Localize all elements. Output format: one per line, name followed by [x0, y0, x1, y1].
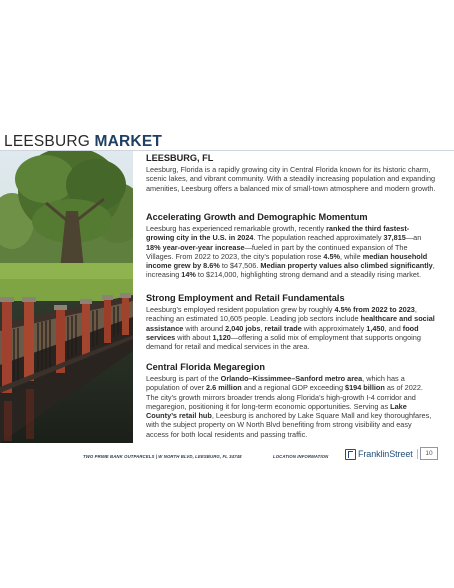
growth-body: Leesburg has experienced remarkable growth, recently ranked the third fastest-growing city in the U.S. in 2024. The population reached approximately 37,815—an 18% year-over-year increase—fueled in part by the continued expansion of The Villages. From 2022 to 2023, the city’s population rose 4.5%, while median household income grew by 8.6% to $47,506. Median property values also climbed significantly, increasing 14% to $214,000, highlighting strong demand and a steadily rising market.: [146, 224, 435, 280]
megaregion-section: [146, 361, 436, 439]
footer-section-label: LOCATION INFORMATION: [273, 454, 329, 459]
footer-address: TWO PRIME BANK OUTPARCELS | W NORTH BLVD, LEESBURG, FL 34748: [83, 454, 242, 459]
employment-section: [146, 292, 436, 351]
page-title-market: MARKET: [94, 133, 163, 150]
growth-heading: Accelerating Growth and Demographic Momentum: [146, 212, 368, 222]
megaregion-heading: Central Florida Megaregion: [146, 362, 265, 372]
growth-section: [146, 211, 436, 280]
page-title: [4, 133, 162, 151]
brand-name: FranklinStreet: [358, 449, 413, 459]
page-title-city: LEESBURG: [4, 133, 95, 150]
franklin-street-logo: [345, 447, 413, 461]
employment-body: Leesburg’s employed resident population grew by roughly 4.5% from 2022 to 2023, reaching an estimated 10,605 people. Leading job sectors include healthcare and social assistance with around 2,040 jobs, retail trade with approximately 1,450, and food services with about 1,120—offering a solid mix of employment that supports ongoing demand for retail and medical services in the area.: [146, 305, 435, 352]
page-number: 10: [420, 447, 438, 460]
franklin-street-logo-icon: [345, 449, 356, 460]
intro-heading: LEESBURG, FL: [146, 153, 214, 163]
intro-section: [146, 152, 436, 193]
megaregion-body: Leesburg is part of the Orlando–Kissimmee–Sanford metro area, which has a population of over 2.6 million and a regional GDP exceeding $194 billion as of 2022. The city’s growth mirrors broader trends along Florida’s high-growth I-4 corridor and megaregion, positioning it for long-term economic opportunities. Serving as Lake County’s retail hub, Leesburg is anchored by Lake Square Mall and key thoroughfares, with the subject property on W North Blvd benefiting from strong visibility and easy access for both local residents and passing traffic.: [146, 374, 432, 439]
park-boardwalk-photo: [0, 151, 133, 443]
footer-divider: [417, 449, 418, 459]
employment-heading: Strong Employment and Retail Fundamentals: [146, 293, 345, 303]
intro-body: Leesburg, Florida is a rapidly growing city in Central Florida known for its historic charm, scenic lakes, and vibrant community. With a steadily increasing population and expanding amenities, Leesburg offers a balanced mix of small-town atmosphere and modern growth.: [146, 165, 436, 193]
